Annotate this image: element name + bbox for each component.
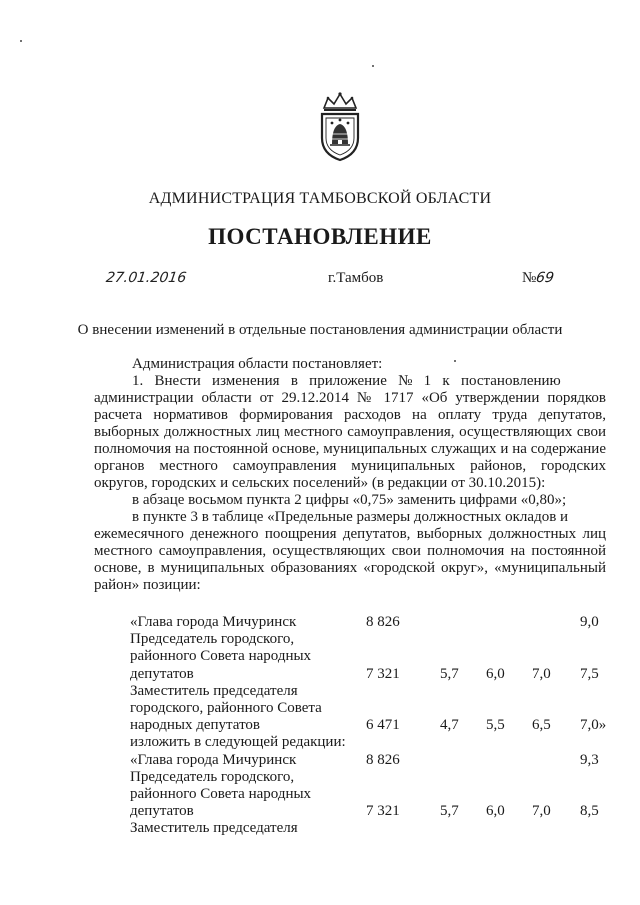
scan-speck [372, 65, 374, 67]
document-type-title: ПОСТАНОВЛЕНИЕ [208, 224, 432, 249]
table-row-label: Заместитель председателя [130, 820, 298, 837]
table-row-label: депутатов [130, 803, 194, 820]
coefficient-cell: 8,5 [580, 803, 599, 820]
coefficient-cell: 6,0 [486, 803, 505, 820]
table-row-label: Председатель городского, [130, 768, 295, 785]
coefficient-cell: 9,0 [580, 614, 599, 630]
scan-speck [20, 40, 22, 42]
number-sign: № [522, 270, 537, 286]
table-row-label: Председатель городского, [130, 631, 295, 648]
coefficient-cell: 5,7 [440, 665, 459, 682]
item1-first-line: 1. Внести изменения в приложение № 1 к постановлению [132, 373, 561, 389]
table-row-label: «Глава города Мичуринск [130, 751, 297, 768]
table-row-label: депутатов [130, 665, 194, 682]
city-name: г.Тамбов [328, 270, 384, 286]
item1-text: администрации области от 29.12.2014 № 1717 «Об утверждении порядков расчета нормативов формирования расходов на оплату труда депутатов, выборных должностных лиц местного самоуправления, осуществляющих свои полномочия на постоянной основе, муниципальных служащих и на содержание органов местного самоуправления муниципальных районов, городских округов, городских и сельских поселений» (в редакции от 30.10.2015): [94, 390, 606, 491]
transition-text: изложить в следующей редакции: [130, 734, 346, 751]
coefficient-cell: 7,0 [532, 665, 551, 682]
tambov-coat-of-arms-icon [316, 90, 364, 162]
document-body [94, 356, 606, 594]
salary-cell: 8 826 [366, 614, 400, 630]
salary-cell: 8 826 [366, 751, 400, 768]
coefficient-cell: 6,0 [486, 665, 505, 682]
table-row-label: районного Совета народных [130, 648, 312, 665]
item-b-first-line: в пункте 3 в таблице «Предельные размеры должностных окладов и [132, 509, 569, 525]
coefficient-cell: 4,7 [440, 717, 459, 734]
intro-paragraph: Администрация области постановляет: [132, 356, 383, 372]
item-a-paragraph: в абзаце восьмом пункта 2 цифры «0,75» заменить цифрами «0,80»; [132, 492, 567, 508]
document-subject: О внесении изменений в отдельные постановления администрации области [77, 322, 563, 338]
handwritten-number: 69 [535, 270, 556, 286]
document-number [522, 270, 554, 287]
coefficient-cell: 9,3 [580, 751, 599, 768]
table-row-label: народных депутатов [130, 717, 261, 734]
table-row-label: Заместитель председателя [130, 682, 298, 699]
salary-cell: 6 471 [366, 717, 400, 734]
salary-cell: 7 321 [366, 665, 400, 682]
coefficient-cell: 7,0 [532, 803, 551, 820]
table-row-label: районного Совета народных [130, 786, 312, 802]
handwritten-date: 27.01.2016 [104, 270, 188, 286]
coefficient-cell: 5,5 [486, 717, 505, 734]
coefficient-cell: 5,7 [440, 803, 459, 820]
salary-cell: 7 321 [366, 803, 400, 820]
coefficient-cell: 7,0» [580, 717, 607, 734]
table-row-label: «Глава города Мичуринск [130, 614, 297, 630]
organization-name: АДМИНИСТРАЦИЯ ТАМБОВСКОЙ ОБЛАСТИ [148, 190, 492, 207]
table-row-label: городского, районного Совета [130, 700, 322, 716]
item-b-text: ежемесячного денежного поощрения депутатов, выборных должностных лиц местного самоуправления, осуществляющих свои полномочия на постоянной основе, в муниципальных образованиях «городской округ», «муниципальный район» позиции: [94, 526, 606, 593]
coefficient-cell: 7,5 [580, 665, 599, 682]
coefficient-cell: 6,5 [532, 717, 551, 734]
